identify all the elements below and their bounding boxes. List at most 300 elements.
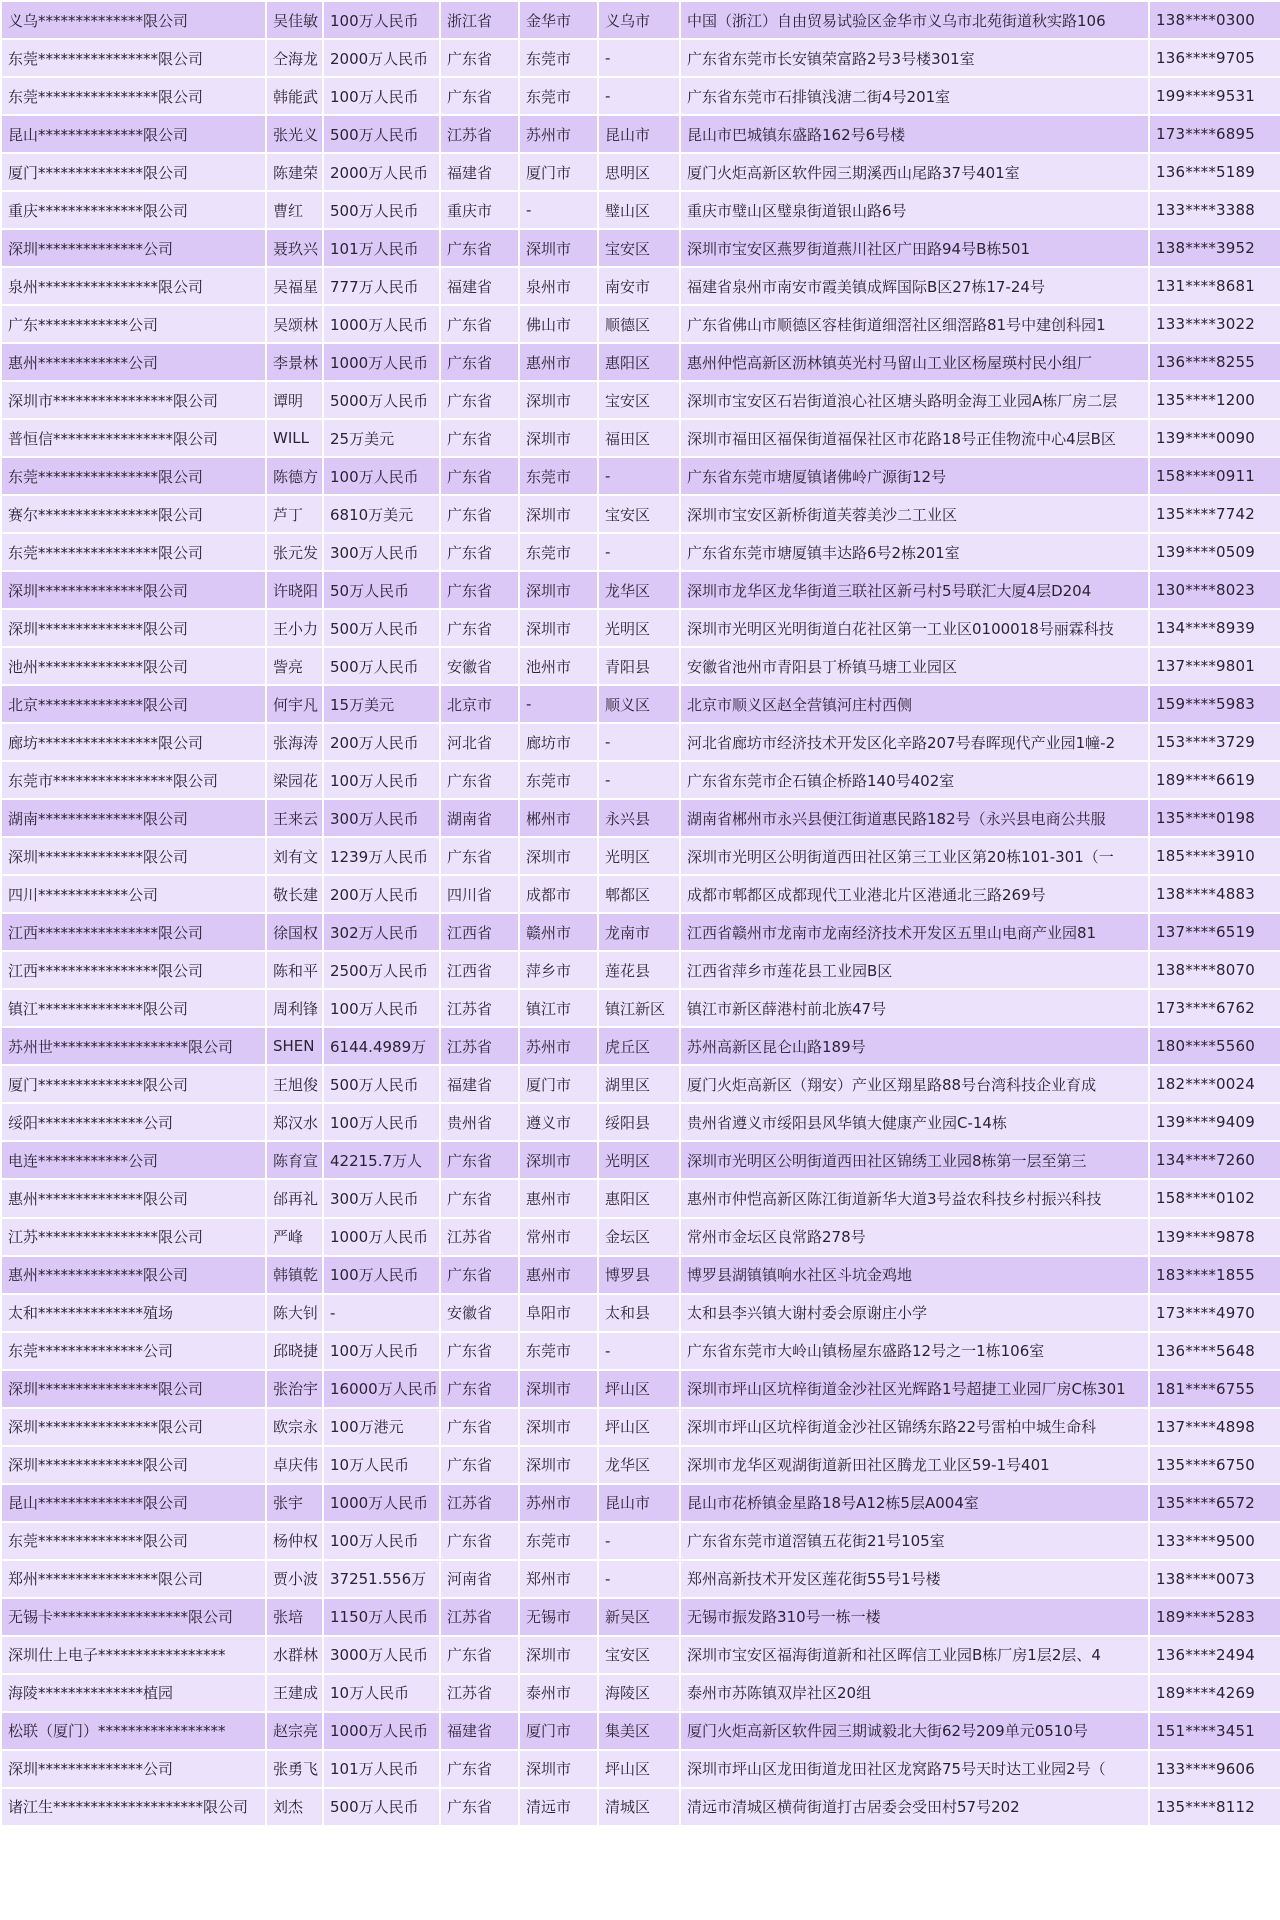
company-name-cell: 义乌**************限公司 (2, 2, 265, 38)
legal-rep-cell: 赵宗亮 (267, 1713, 322, 1749)
district-cell: 青阳县 (599, 648, 679, 684)
district-cell: 惠阳区 (599, 1180, 679, 1216)
registered-capital-cell: 100万人民币 (324, 1523, 439, 1559)
address-cell: 安徽省池州市青阳县丁桥镇马塘工业园区 (681, 648, 1148, 684)
table-row (2, 914, 1280, 950)
registered-capital-cell: 6810万美元 (324, 496, 439, 532)
company-name-cell: 江苏****************限公司 (2, 1219, 265, 1255)
table-row (2, 116, 1280, 152)
company-name-cell: 四川************公司 (2, 876, 265, 912)
registered-capital-cell: 500万人民币 (324, 192, 439, 228)
province-cell: 广东省 (441, 572, 518, 608)
address-cell: 中国（浙江）自由贸易试验区金华市义乌市北苑街道秋实路106 (681, 2, 1148, 38)
province-cell: 广东省 (441, 1142, 518, 1178)
table-row (2, 1409, 1280, 1445)
province-cell: 江西省 (441, 952, 518, 988)
company-name-cell: 东莞****************限公司 (2, 78, 265, 114)
company-name-cell: 廊坊****************限公司 (2, 724, 265, 760)
company-name-cell: 深圳**************限公司 (2, 572, 265, 608)
registered-capital-cell: 15万美元 (324, 686, 439, 722)
city-cell: 赣州市 (520, 914, 597, 950)
table-row (2, 1180, 1280, 1216)
province-cell: 广东省 (441, 382, 518, 418)
city-cell: 东莞市 (520, 78, 597, 114)
district-cell: 郫都区 (599, 876, 679, 912)
address-cell: 贵州省遵义市绥阳县风华镇大健康产业园C-14栋 (681, 1104, 1148, 1140)
province-cell: 广东省 (441, 1257, 518, 1293)
district-cell: 清城区 (599, 1789, 679, 1825)
phone-cell: 136****5189 (1150, 154, 1280, 190)
legal-rep-cell: 吴福星 (267, 268, 322, 304)
address-cell: 广东省东莞市道滘镇五花街21号105室 (681, 1523, 1148, 1559)
district-cell: 昆山市 (599, 1485, 679, 1521)
district-cell: 义乌市 (599, 2, 679, 38)
company-name-cell: 厦门**************限公司 (2, 154, 265, 190)
legal-rep-cell: 聂玖兴 (267, 230, 322, 266)
province-cell: 广东省 (441, 40, 518, 76)
address-cell: 昆山市花桥镇金星路18号A12栋5层A004室 (681, 1485, 1148, 1521)
city-cell: 深圳市 (520, 1637, 597, 1673)
table-row (2, 1447, 1280, 1483)
province-cell: 广东省 (441, 1333, 518, 1369)
legal-rep-cell: 郑汉水 (267, 1104, 322, 1140)
registered-capital-cell: - (324, 1295, 439, 1331)
company-name-cell: 海陵**************植园 (2, 1675, 265, 1711)
company-name-cell: 昆山**************限公司 (2, 116, 265, 152)
district-cell: 顺德区 (599, 306, 679, 342)
registered-capital-cell: 2500万人民币 (324, 952, 439, 988)
legal-rep-cell: 刘杰 (267, 1789, 322, 1825)
phone-cell: 138****0300 (1150, 2, 1280, 38)
province-cell: 广东省 (441, 1637, 518, 1673)
phone-cell: 138****0073 (1150, 1561, 1280, 1597)
address-cell: 苏州高新区昆仑山路189号 (681, 1028, 1148, 1064)
table-row (2, 610, 1280, 646)
legal-rep-cell: WILL (267, 420, 322, 456)
district-cell: - (599, 534, 679, 570)
city-cell: 无锡市 (520, 1599, 597, 1635)
registered-capital-cell: 300万人民币 (324, 800, 439, 836)
table-row (2, 1066, 1280, 1102)
phone-cell: 173****4970 (1150, 1295, 1280, 1331)
city-cell: 深圳市 (520, 838, 597, 874)
company-name-cell: 郑州****************限公司 (2, 1561, 265, 1597)
province-cell: 江苏省 (441, 1219, 518, 1255)
address-cell: 重庆市璧山区璧泉街道银山路6号 (681, 192, 1148, 228)
city-cell: 遵义市 (520, 1104, 597, 1140)
legal-rep-cell: 张海涛 (267, 724, 322, 760)
registered-capital-cell: 10万人民币 (324, 1447, 439, 1483)
address-cell: 镇江市新区薛港村前北族47号 (681, 990, 1148, 1026)
address-cell: 厦门火炬高新区（翔安）产业区翔星路88号台湾科技企业育成 (681, 1066, 1148, 1102)
phone-cell: 136****2494 (1150, 1637, 1280, 1673)
table-row (2, 1675, 1280, 1711)
phone-cell: 134****8939 (1150, 610, 1280, 646)
address-cell: 深圳市坪山区坑梓街道金沙社区光辉路1号超捷工业园厂房C栋301 (681, 1371, 1148, 1407)
province-cell: 广东省 (441, 78, 518, 114)
registered-capital-cell: 37251.556万 (324, 1561, 439, 1597)
legal-rep-cell: 仝海龙 (267, 40, 322, 76)
province-cell: 广东省 (441, 762, 518, 798)
company-name-cell: 深圳仕上电子***************** (2, 1637, 265, 1673)
registered-capital-cell: 200万人民币 (324, 724, 439, 760)
district-cell: 莲花县 (599, 952, 679, 988)
table-row (2, 1637, 1280, 1673)
district-cell: 宝安区 (599, 1637, 679, 1673)
table-row (2, 1333, 1280, 1369)
registered-capital-cell: 10万人民币 (324, 1675, 439, 1711)
registered-capital-cell: 100万人民币 (324, 1104, 439, 1140)
registered-capital-cell: 100万人民币 (324, 458, 439, 494)
phone-cell: 173****6762 (1150, 990, 1280, 1026)
city-cell: 深圳市 (520, 496, 597, 532)
city-cell: 苏州市 (520, 1028, 597, 1064)
district-cell: 顺义区 (599, 686, 679, 722)
address-cell: 广东省东莞市塘厦镇丰达路6号2栋201室 (681, 534, 1148, 570)
company-name-cell: 惠州**************限公司 (2, 1180, 265, 1216)
city-cell: 郴州市 (520, 800, 597, 836)
legal-rep-cell: 许晓阳 (267, 572, 322, 608)
address-cell: 深圳市宝安区新桥街道芙蓉美沙二工业区 (681, 496, 1148, 532)
city-cell: 清远市 (520, 1789, 597, 1825)
legal-rep-cell: 卓庆伟 (267, 1447, 322, 1483)
table-row (2, 1142, 1280, 1178)
company-name-cell: 深圳**************限公司 (2, 610, 265, 646)
registered-capital-cell: 5000万人民币 (324, 382, 439, 418)
city-cell: 苏州市 (520, 116, 597, 152)
province-cell: 江苏省 (441, 1675, 518, 1711)
district-cell: - (599, 78, 679, 114)
table-body (2, 2, 1280, 1825)
phone-cell: 189****6619 (1150, 762, 1280, 798)
company-name-cell: 泉州****************限公司 (2, 268, 265, 304)
phone-cell: 137****6519 (1150, 914, 1280, 950)
phone-cell: 158****0102 (1150, 1180, 1280, 1216)
district-cell: 海陵区 (599, 1675, 679, 1711)
province-cell: 广东省 (441, 1523, 518, 1559)
address-cell: 博罗县湖镇镇响水社区斗坑金鸡地 (681, 1257, 1148, 1293)
city-cell: - (520, 192, 597, 228)
registered-capital-cell: 302万人民币 (324, 914, 439, 950)
table-row (2, 1257, 1280, 1293)
registered-capital-cell: 1000万人民币 (324, 306, 439, 342)
table-row (2, 762, 1280, 798)
district-cell: 金坛区 (599, 1219, 679, 1255)
province-cell: 广东省 (441, 1371, 518, 1407)
legal-rep-cell: 陈和平 (267, 952, 322, 988)
province-cell: 福建省 (441, 1066, 518, 1102)
address-cell: 惠州仲恺高新区沥林镇英光村马留山工业区杨屋瑛村民小组厂 (681, 344, 1148, 380)
phone-cell: 131****8681 (1150, 268, 1280, 304)
table-row (2, 952, 1280, 988)
table-row (2, 78, 1280, 114)
table-row (2, 1295, 1280, 1331)
address-cell: 深圳市光明区公明街道西田社区锦绣工业园8栋第一层至第三 (681, 1142, 1148, 1178)
registered-capital-cell: 16000万人民币 (324, 1371, 439, 1407)
district-cell: - (599, 458, 679, 494)
phone-cell: 139****0509 (1150, 534, 1280, 570)
district-cell: - (599, 1333, 679, 1369)
table-row (2, 990, 1280, 1026)
legal-rep-cell: 严峰 (267, 1219, 322, 1255)
registered-capital-cell: 50万人民币 (324, 572, 439, 608)
province-cell: 广东省 (441, 344, 518, 380)
address-cell: 深圳市龙华区龙华街道三联社区新弓村5号联汇大厦4层D204 (681, 572, 1148, 608)
city-cell: 东莞市 (520, 1523, 597, 1559)
phone-cell: 139****9878 (1150, 1219, 1280, 1255)
company-name-cell: 深圳**************限公司 (2, 1447, 265, 1483)
company-name-cell: 赛尔****************限公司 (2, 496, 265, 532)
company-name-cell: 东莞****************限公司 (2, 40, 265, 76)
province-cell: 广东省 (441, 1789, 518, 1825)
city-cell: 萍乡市 (520, 952, 597, 988)
district-cell: 博罗县 (599, 1257, 679, 1293)
registered-capital-cell: 100万人民币 (324, 990, 439, 1026)
province-cell: 广东省 (441, 458, 518, 494)
address-cell: 深圳市坪山区龙田街道龙田社区龙窝路75号天时达工业园2号（ (681, 1751, 1148, 1787)
registered-capital-cell: 500万人民币 (324, 1789, 439, 1825)
registered-capital-cell: 6144.4989万 (324, 1028, 439, 1064)
registered-capital-cell: 1000万人民币 (324, 1219, 439, 1255)
table-row (2, 2, 1280, 38)
district-cell: 绥阳县 (599, 1104, 679, 1140)
phone-cell: 134****7260 (1150, 1142, 1280, 1178)
city-cell: 厦门市 (520, 1713, 597, 1749)
table-row (2, 800, 1280, 836)
province-cell: 广东省 (441, 230, 518, 266)
phone-cell: 189****5283 (1150, 1599, 1280, 1635)
legal-rep-cell: 陈育宣 (267, 1142, 322, 1178)
registered-capital-cell: 500万人民币 (324, 116, 439, 152)
company-name-cell: 江西****************限公司 (2, 914, 265, 950)
table-row (2, 1523, 1280, 1559)
company-name-cell: 深圳**************限公司 (2, 838, 265, 874)
phone-cell: 173****6895 (1150, 116, 1280, 152)
address-cell: 清远市清城区横荷街道打古居委会受田村57号202 (681, 1789, 1148, 1825)
legal-rep-cell: 杨仲权 (267, 1523, 322, 1559)
phone-cell: 182****0024 (1150, 1066, 1280, 1102)
legal-rep-cell: 陈建荣 (267, 154, 322, 190)
legal-rep-cell: SHEN (267, 1028, 322, 1064)
phone-cell: 138****8070 (1150, 952, 1280, 988)
phone-cell: 133****9606 (1150, 1751, 1280, 1787)
phone-cell: 180****5560 (1150, 1028, 1280, 1064)
district-cell: 永兴县 (599, 800, 679, 836)
city-cell: 惠州市 (520, 344, 597, 380)
phone-cell: 181****6755 (1150, 1371, 1280, 1407)
address-cell: 深圳市龙华区观湖街道新田社区腾龙工业区59-1号401 (681, 1447, 1148, 1483)
province-cell: 广东省 (441, 496, 518, 532)
province-cell: 广东省 (441, 1447, 518, 1483)
district-cell: 龙南市 (599, 914, 679, 950)
address-cell: 广东省佛山市顺德区容桂街道细滘社区细滘路81号中建创科园1 (681, 306, 1148, 342)
company-name-cell: 苏州世******************限公司 (2, 1028, 265, 1064)
district-cell: 光明区 (599, 838, 679, 874)
legal-rep-cell: 张宇 (267, 1485, 322, 1521)
address-cell: 厦门火炬高新区软件园三期溪西山尾路37号401室 (681, 154, 1148, 190)
province-cell: 浙江省 (441, 2, 518, 38)
address-cell: 广东省东莞市石排镇浅溏二街4号201室 (681, 78, 1148, 114)
company-name-cell: 北京**************限公司 (2, 686, 265, 722)
district-cell: - (599, 724, 679, 760)
city-cell: 深圳市 (520, 610, 597, 646)
legal-rep-cell: 刘有文 (267, 838, 322, 874)
city-cell: 深圳市 (520, 572, 597, 608)
table-row (2, 1789, 1280, 1825)
company-name-cell: 东莞**************限公司 (2, 1523, 265, 1559)
company-name-cell: 东莞****************限公司 (2, 458, 265, 494)
table-row (2, 1561, 1280, 1597)
address-cell: 深圳市坪山区坑梓街道金沙社区锦绣东路22号雷柏中城生命科 (681, 1409, 1148, 1445)
address-cell: 深圳市宝安区福海街道新和社区晖信工业园B栋厂房1层2层、4 (681, 1637, 1148, 1673)
registered-capital-cell: 1239万人民币 (324, 838, 439, 874)
city-cell: 东莞市 (520, 762, 597, 798)
address-cell: 湖南省郴州市永兴县便江街道惠民路182号（永兴县电商公共服 (681, 800, 1148, 836)
table-row (2, 382, 1280, 418)
legal-rep-cell: 张光义 (267, 116, 322, 152)
province-cell: 河南省 (441, 1561, 518, 1597)
company-name-cell: 松联（厦门）***************** (2, 1713, 265, 1749)
table-row (2, 648, 1280, 684)
registered-capital-cell: 200万人民币 (324, 876, 439, 912)
company-name-cell: 太和**************殖场 (2, 1295, 265, 1331)
district-cell: 璧山区 (599, 192, 679, 228)
district-cell: 宝安区 (599, 230, 679, 266)
phone-cell: 135****0198 (1150, 800, 1280, 836)
phone-cell: 135****1200 (1150, 382, 1280, 418)
registered-capital-cell: 500万人民币 (324, 1066, 439, 1102)
legal-rep-cell: 谭明 (267, 382, 322, 418)
table-row (2, 1028, 1280, 1064)
city-cell: 惠州市 (520, 1257, 597, 1293)
province-cell: 广东省 (441, 534, 518, 570)
address-cell: 广东省东莞市企石镇企桥路140号402室 (681, 762, 1148, 798)
city-cell: 东莞市 (520, 458, 597, 494)
legal-rep-cell: 敬长建 (267, 876, 322, 912)
address-cell: 深圳市光明区光明街道白花社区第一工业区0100018号丽霖科技 (681, 610, 1148, 646)
company-name-cell: 厦门**************限公司 (2, 1066, 265, 1102)
table-row (2, 154, 1280, 190)
city-cell: 泉州市 (520, 268, 597, 304)
company-name-cell: 深圳**************公司 (2, 1751, 265, 1787)
company-name-cell: 湖南**************限公司 (2, 800, 265, 836)
registered-capital-cell: 2000万人民币 (324, 154, 439, 190)
address-cell: 太和县李兴镇大谢村委会原谢庄小学 (681, 1295, 1148, 1331)
phone-cell: 139****9409 (1150, 1104, 1280, 1140)
legal-rep-cell: 张培 (267, 1599, 322, 1635)
address-cell: 无锡市振发路310号一栋一楼 (681, 1599, 1148, 1635)
city-cell: 常州市 (520, 1219, 597, 1255)
province-cell: 河北省 (441, 724, 518, 760)
city-cell: 东莞市 (520, 40, 597, 76)
phone-cell: 137****9801 (1150, 648, 1280, 684)
district-cell: 宝安区 (599, 496, 679, 532)
legal-rep-cell: 吴佳敏 (267, 2, 322, 38)
registered-capital-cell: 100万人民币 (324, 762, 439, 798)
city-cell: 深圳市 (520, 420, 597, 456)
legal-rep-cell: 周利锋 (267, 990, 322, 1026)
legal-rep-cell: 张治宇 (267, 1371, 322, 1407)
legal-rep-cell: 陈大钊 (267, 1295, 322, 1331)
address-cell: 江西省赣州市龙南市龙南经济技术开发区五里山电商产业园81 (681, 914, 1148, 950)
table-row (2, 192, 1280, 228)
legal-rep-cell: 王来云 (267, 800, 322, 836)
legal-rep-cell: 何宇凡 (267, 686, 322, 722)
table-row (2, 496, 1280, 532)
province-cell: 江苏省 (441, 116, 518, 152)
address-cell: 深圳市福田区福保街道福保社区市花路18号正佳物流中心4层B区 (681, 420, 1148, 456)
phone-cell: 136****9705 (1150, 40, 1280, 76)
district-cell: 光明区 (599, 1142, 679, 1178)
legal-rep-cell: 徐国权 (267, 914, 322, 950)
district-cell: 镇江新区 (599, 990, 679, 1026)
company-name-cell: 池州**************限公司 (2, 648, 265, 684)
phone-cell: 135****6750 (1150, 1447, 1280, 1483)
registered-capital-cell: 300万人民币 (324, 534, 439, 570)
province-cell: 四川省 (441, 876, 518, 912)
phone-cell: 151****3451 (1150, 1713, 1280, 1749)
city-cell: 深圳市 (520, 1142, 597, 1178)
legal-rep-cell: 訾亮 (267, 648, 322, 684)
registered-capital-cell: 777万人民币 (324, 268, 439, 304)
city-cell: 深圳市 (520, 1447, 597, 1483)
table-row (2, 534, 1280, 570)
phone-cell: 135****8112 (1150, 1789, 1280, 1825)
table-row (2, 268, 1280, 304)
district-cell: - (599, 1523, 679, 1559)
registered-capital-cell: 101万人民币 (324, 1751, 439, 1787)
table-row (2, 306, 1280, 342)
city-cell: 深圳市 (520, 1751, 597, 1787)
city-cell: 金华市 (520, 2, 597, 38)
table-row (2, 1219, 1280, 1255)
district-cell: 福田区 (599, 420, 679, 456)
address-cell: 深圳市宝安区石岩街道浪心社区塘头路明金海工业园A栋厂房二层 (681, 382, 1148, 418)
province-cell: 贵州省 (441, 1104, 518, 1140)
registered-capital-cell: 100万人民币 (324, 1333, 439, 1369)
phone-cell: 133****9500 (1150, 1523, 1280, 1559)
registered-capital-cell: 1000万人民币 (324, 344, 439, 380)
city-cell: 阜阳市 (520, 1295, 597, 1331)
table-row (2, 1599, 1280, 1635)
address-cell: 广东省东莞市长安镇荣富路2号3号楼301室 (681, 40, 1148, 76)
table-row (2, 1485, 1280, 1521)
registered-capital-cell: 1000万人民币 (324, 1485, 439, 1521)
legal-rep-cell: 陈德方 (267, 458, 322, 494)
phone-cell: 136****8255 (1150, 344, 1280, 380)
table-row (2, 1713, 1280, 1749)
legal-rep-cell: 梁园花 (267, 762, 322, 798)
legal-rep-cell: 王小力 (267, 610, 322, 646)
district-cell: 集美区 (599, 1713, 679, 1749)
province-cell: 广东省 (441, 420, 518, 456)
table-row (2, 344, 1280, 380)
registered-capital-cell: 2000万人民币 (324, 40, 439, 76)
phone-cell: 189****4269 (1150, 1675, 1280, 1711)
legal-rep-cell: 水群林 (267, 1637, 322, 1673)
table-row (2, 572, 1280, 608)
legal-rep-cell: 李景林 (267, 344, 322, 380)
district-cell: - (599, 40, 679, 76)
province-cell: 湖南省 (441, 800, 518, 836)
table-row (2, 458, 1280, 494)
legal-rep-cell: 贾小波 (267, 1561, 322, 1597)
phone-cell: 138****4883 (1150, 876, 1280, 912)
registered-capital-cell: 100万人民币 (324, 2, 439, 38)
district-cell: 湖里区 (599, 1066, 679, 1102)
province-cell: 安徽省 (441, 1295, 518, 1331)
registered-capital-cell: 101万人民币 (324, 230, 439, 266)
